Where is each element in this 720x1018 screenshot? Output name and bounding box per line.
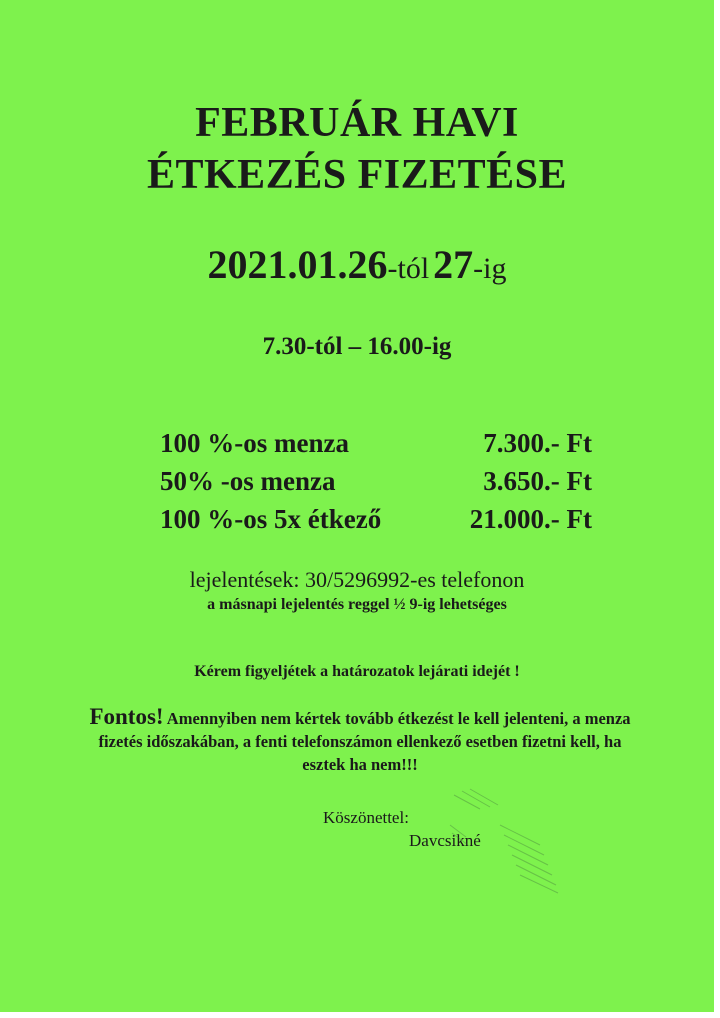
price-row [0, 504, 714, 544]
price-amount: 3.650.- Ft [483, 466, 592, 496]
closing-thanks: Köszönettel: [323, 808, 409, 827]
price-row [0, 466, 714, 506]
signature-name: Davcsikné [409, 831, 481, 850]
date-from: 2021.01.26 [207, 242, 388, 287]
price-label: 100 %-os menza [160, 428, 349, 458]
price-label: 100 %-os 5x étkező [160, 504, 382, 534]
price-label: 50% -os menza [160, 466, 336, 496]
payment-dates [0, 238, 714, 301]
cancellation-deadline: a másnapi lejelentés reggel ½ 9-ig lehetséges [207, 596, 507, 613]
important-notice [80, 705, 640, 776]
reminder-text: Kérem figyeljétek a határozatok lejárati idejét ! [194, 663, 520, 680]
price-amount: 7.300.- Ft [483, 428, 592, 458]
price-row [0, 428, 714, 468]
title-line-1: FEBRUÁR HAVI [195, 100, 519, 146]
cancellation-phone: lejelentések: 30/5296992-es telefonon [189, 567, 525, 592]
price-amount: 21.000.- Ft [469, 504, 592, 534]
date-to: 27 [433, 242, 474, 287]
date-from-suffix: -tól [387, 252, 430, 285]
important-lead: Fontos! [89, 704, 164, 729]
title-line-2: ÉTKEZÉS FIZETÉSE [146, 152, 568, 198]
payment-hours: 7.30-tól – 16.00-ig [262, 333, 452, 360]
date-to-suffix: -ig [473, 252, 507, 285]
important-body: Amennyiben nem kértek tovább étkezést le kell jelenteni, a menza fizetés időszakában, a fenti telefonszámon ellenkező esetben fizetni kell, ha esztek ha nem!!! [98, 709, 631, 774]
